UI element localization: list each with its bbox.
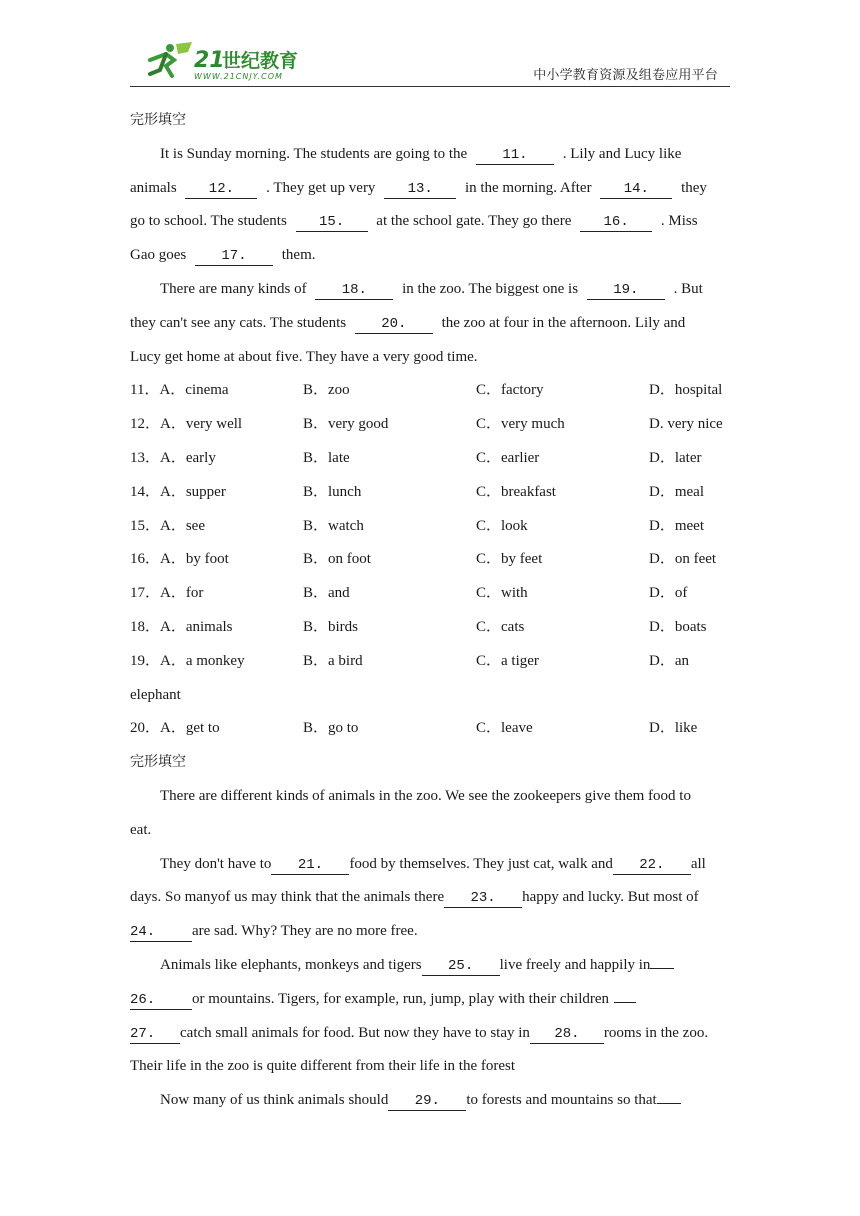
- option-a[interactable]: A．early: [160, 449, 216, 466]
- answer-blank-start[interactable]: [657, 1103, 681, 1104]
- answer-blank[interactable]: 16.: [580, 213, 652, 232]
- passage-line: go to school. The students 15. at the school gate. They go there 16. . Miss: [130, 213, 698, 231]
- option-a[interactable]: A．very well: [160, 416, 243, 433]
- answer-blank[interactable]: 15.: [296, 213, 368, 232]
- option-d[interactable]: D．boats: [649, 618, 707, 635]
- passage-line: Gao goes 17. them.: [130, 247, 316, 265]
- option-c[interactable]: C．a tiger: [476, 652, 539, 669]
- question-row: 16．A．by foot B．on foot C．by feet D．on feet: [130, 543, 734, 577]
- option-a[interactable]: A．see: [160, 517, 206, 534]
- passage-line: 27. catch small animals for food. But now they have to stay in 28. rooms in the zoo.: [130, 1024, 709, 1042]
- answer-blank[interactable]: 29.: [388, 1092, 466, 1111]
- answer-blank[interactable]: 14.: [600, 180, 672, 199]
- answer-blank[interactable]: 13.: [384, 180, 456, 199]
- section-heading: 完形填空: [130, 112, 186, 128]
- option-d[interactable]: D．like: [649, 720, 698, 737]
- option-d-wrap: elephant: [130, 686, 181, 703]
- option-c[interactable]: C．leave: [476, 720, 533, 737]
- passage-line: 24. are sad. Why? They are no more free.: [130, 923, 418, 941]
- runner-icon: [150, 42, 192, 76]
- option-a[interactable]: A．animals: [160, 618, 233, 635]
- passage-line: Their life in the zoo is quite different from their life in the forest: [130, 1058, 516, 1075]
- answer-blank[interactable]: 12.: [185, 180, 257, 199]
- passage-line: Lucy get home at about five. They have a very good time.: [130, 348, 478, 365]
- passage-line: There are different kinds of animals in the zoo. We see the zookeepers give them food to: [160, 787, 691, 804]
- option-b[interactable]: B．go to: [303, 720, 359, 737]
- answer-blank[interactable]: 23.: [444, 889, 522, 908]
- passage-line: 26. or mountains. Tigers, for example, run, jump, play with their children: [130, 983, 734, 1017]
- answer-blank[interactable]: 11.: [476, 146, 554, 165]
- question-row: 17．A．for B．and C．with D．of: [130, 577, 734, 611]
- svg-text:世纪教育: 世纪教育: [222, 50, 299, 72]
- passage-line: Animals like elephants, monkeys and tigers 25. live freely and happily in: [130, 949, 734, 983]
- answer-blank[interactable]: 26.: [130, 991, 192, 1010]
- option-b[interactable]: B．lunch: [303, 483, 362, 500]
- option-b[interactable]: B．watch: [303, 517, 364, 534]
- option-c[interactable]: C．look: [476, 517, 528, 534]
- option-d[interactable]: D．later: [649, 449, 702, 466]
- option-d[interactable]: D．on feet: [649, 551, 717, 568]
- answer-blank[interactable]: 19.: [587, 281, 665, 300]
- passage-line: animals 12. . They get up very 13. in the morning. After 14. they: [130, 179, 707, 197]
- platform-name: 中小学教育资源及组卷应用平台: [533, 68, 718, 83]
- site-logo: [136, 40, 306, 82]
- option-b[interactable]: B．on foot: [303, 551, 371, 568]
- option-d[interactable]: D．an: [649, 652, 689, 669]
- passage-line: They don't have to 21. food by themselves. They just cat, walk and 22. all: [160, 855, 706, 873]
- option-d[interactable]: D．hospital: [649, 382, 723, 399]
- question-row: 19．A．a monkey B．a bird C．a tiger D．an: [130, 645, 734, 679]
- section-heading: 完形填空: [130, 754, 186, 771]
- option-a[interactable]: A．cinema: [159, 382, 229, 399]
- answer-blank[interactable]: 17.: [195, 247, 273, 266]
- option-a[interactable]: A．by foot: [160, 551, 229, 568]
- answer-blank[interactable]: 20.: [355, 315, 433, 334]
- option-b[interactable]: B．zoo: [303, 382, 350, 399]
- svg-text:WWW.21CNJY.COM: WWW.21CNJY.COM: [194, 72, 283, 81]
- passage-line: eat.: [130, 821, 152, 838]
- answer-blank[interactable]: 28.: [530, 1025, 604, 1044]
- option-b[interactable]: B．birds: [303, 618, 359, 635]
- exercise-content: [130, 104, 734, 1118]
- answer-blank[interactable]: 24.: [130, 923, 192, 942]
- option-d[interactable]: D．meet: [649, 517, 704, 534]
- passage-line: days. So manyof us may think that the animals there 23. happy and lucky. But most of: [130, 889, 699, 907]
- option-b[interactable]: B．and: [303, 585, 350, 602]
- option-b[interactable]: B．late: [303, 449, 350, 466]
- option-c[interactable]: C．very much: [476, 416, 565, 433]
- answer-blank[interactable]: 21.: [271, 856, 349, 875]
- option-d[interactable]: D. very nice: [649, 416, 723, 433]
- option-c[interactable]: C．earlier: [476, 449, 540, 466]
- question-row: 11．A．cinema B．zoo C．factory D．hospital: [130, 374, 734, 408]
- option-c[interactable]: C．by feet: [476, 551, 543, 568]
- passage-line: Now many of us think animals should 29. to forests and mountains so that: [130, 1084, 734, 1118]
- option-d[interactable]: D．of: [649, 585, 688, 602]
- answer-blank[interactable]: 25.: [422, 957, 500, 976]
- svg-text:21: 21: [194, 48, 225, 73]
- answer-blank[interactable]: 22.: [613, 856, 691, 875]
- question-row: 18．A．animals B．birds C．cats D．boats: [130, 611, 734, 645]
- passage-line: they can't see any cats. The students 20. the zoo at four in the afternoon. Lily and: [130, 314, 686, 332]
- option-c[interactable]: C．breakfast: [476, 483, 556, 500]
- option-c[interactable]: C．cats: [476, 618, 525, 635]
- question-list: [130, 374, 734, 746]
- option-a[interactable]: A．a monkey: [160, 652, 245, 669]
- answer-blank-start[interactable]: [650, 968, 674, 969]
- option-b[interactable]: B．a bird: [303, 652, 363, 669]
- page-header: [130, 38, 730, 87]
- question-row: 12．A．very well B．very good C．very much D. very nice: [130, 408, 734, 442]
- question-row: 20．A．get to B．go to C．leave D．like: [130, 712, 734, 746]
- answer-blank-start[interactable]: [614, 1002, 636, 1003]
- question-row: 13．A．early B．late C．earlier D．later: [130, 442, 734, 476]
- option-d[interactable]: D．meal: [649, 483, 704, 500]
- question-row: 15．A．see B．watch C．look D．meet: [130, 510, 734, 544]
- option-a[interactable]: A．get to: [160, 720, 220, 737]
- answer-blank[interactable]: 27.: [130, 1025, 180, 1044]
- passage-line: There are many kinds of 18. in the zoo. The biggest one is 19. . But: [160, 280, 703, 298]
- question-row: 14．A．supper B．lunch C．breakfast D．meal: [130, 476, 734, 510]
- option-a[interactable]: A．for: [160, 585, 204, 602]
- option-c[interactable]: C．factory: [476, 382, 544, 399]
- answer-blank[interactable]: 18.: [315, 281, 393, 300]
- option-b[interactable]: B．very good: [303, 416, 389, 433]
- passage-line: It is Sunday morning. The students are going to the 11. . Lily and Lucy like: [160, 145, 682, 163]
- option-a[interactable]: A．supper: [160, 483, 226, 500]
- option-c[interactable]: C．with: [476, 585, 528, 602]
